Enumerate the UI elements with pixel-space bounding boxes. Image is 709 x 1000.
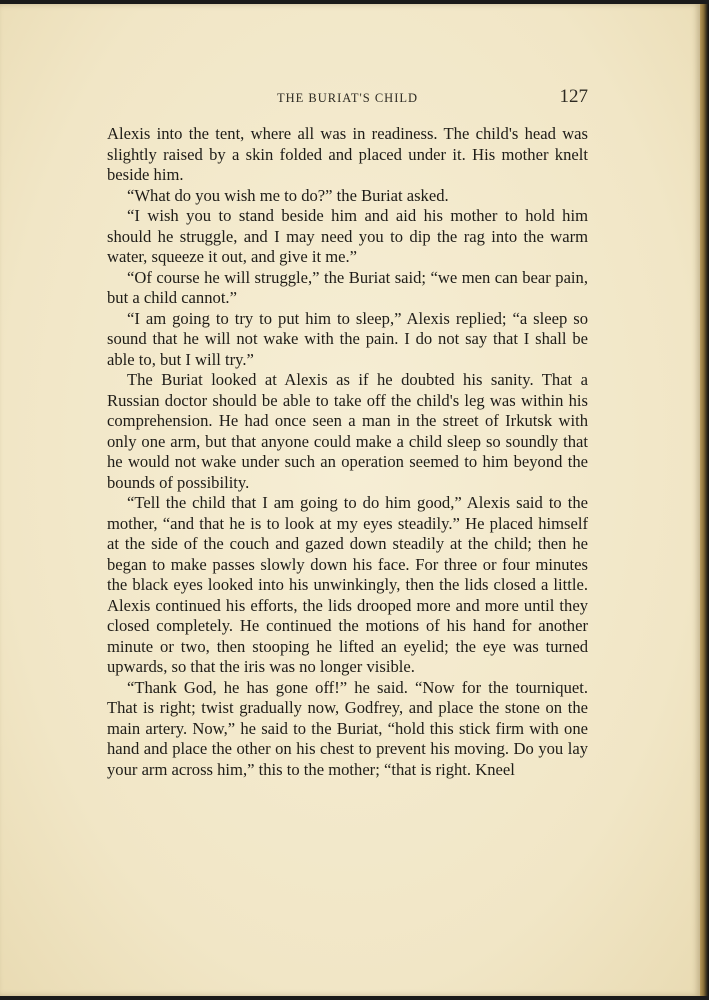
running-head: THE BURIAT'S CHILD <box>276 91 419 105</box>
body-text <box>107 124 588 780</box>
paragraph: “What do you wish me to do?” the Buriat asked. <box>127 185 449 205</box>
paragraph: “I wish you to stand beside him and aid his mother to hold him should he struggle, and I may need you to dip the rag into the warm water, squeeze it out, and give it me.” <box>107 206 588 266</box>
paragraph: “Of course he will struggle,” the Buriat said; “we men can bear pain, but a child cannot.” <box>107 267 588 307</box>
page-number: 127 <box>559 86 588 107</box>
page-edge <box>700 4 709 996</box>
paragraph: “I am going to try to put him to sleep,” Alexis replied; “a sleep so sound that he will not wake with the pain. I do not say that I shall be able to, but I will try.” <box>107 308 588 369</box>
page-header <box>107 88 588 110</box>
paragraph: “Thank God, he has gone off!” he said. “Now for the tourniquet. That is right; twist gradually now, Godfrey, and place the stone on the main artery. Now,” he said to the Buriat, “hold this stick firm with one hand and place the other on his chest to prevent his moving. Do you lay your arm across him,” this to the mother; “that is right. Kneel <box>107 677 588 779</box>
paragraph: “Tell the child that I am going to do him good,” Alexis said to the mother, “and that he is to look at my eyes steadily.” He placed himself at the side of the couch and gazed down steadily at the child; then he began to make passes slowly down his face. For three or four minutes the black eyes looked into his unwinkingly, then the lids closed a little. Alexis continued his efforts, the lids drooped more and more until they closed completely. He continued the motions of his hand for another minute or two, then stooping he lifted an eyelid; the eye was turned upwards, so that the iris was no longer visible. <box>107 493 588 676</box>
paragraph: Alexis into the tent, where all was in readiness. The child's head was slightly raised by a skin folded and placed under it. His mother knelt beside him. <box>107 124 588 184</box>
paragraph: The Buriat looked at Alexis as if he doubted his sanity. That a Russian doctor should be able to take off the child's leg was within his comprehension. He had once seen a man in the street of Irkutsk with only one arm, but that anyone could make a child sleep so soundly that he would not wake under such an operation seemed to him beyond the bounds of possibility. <box>107 370 588 492</box>
